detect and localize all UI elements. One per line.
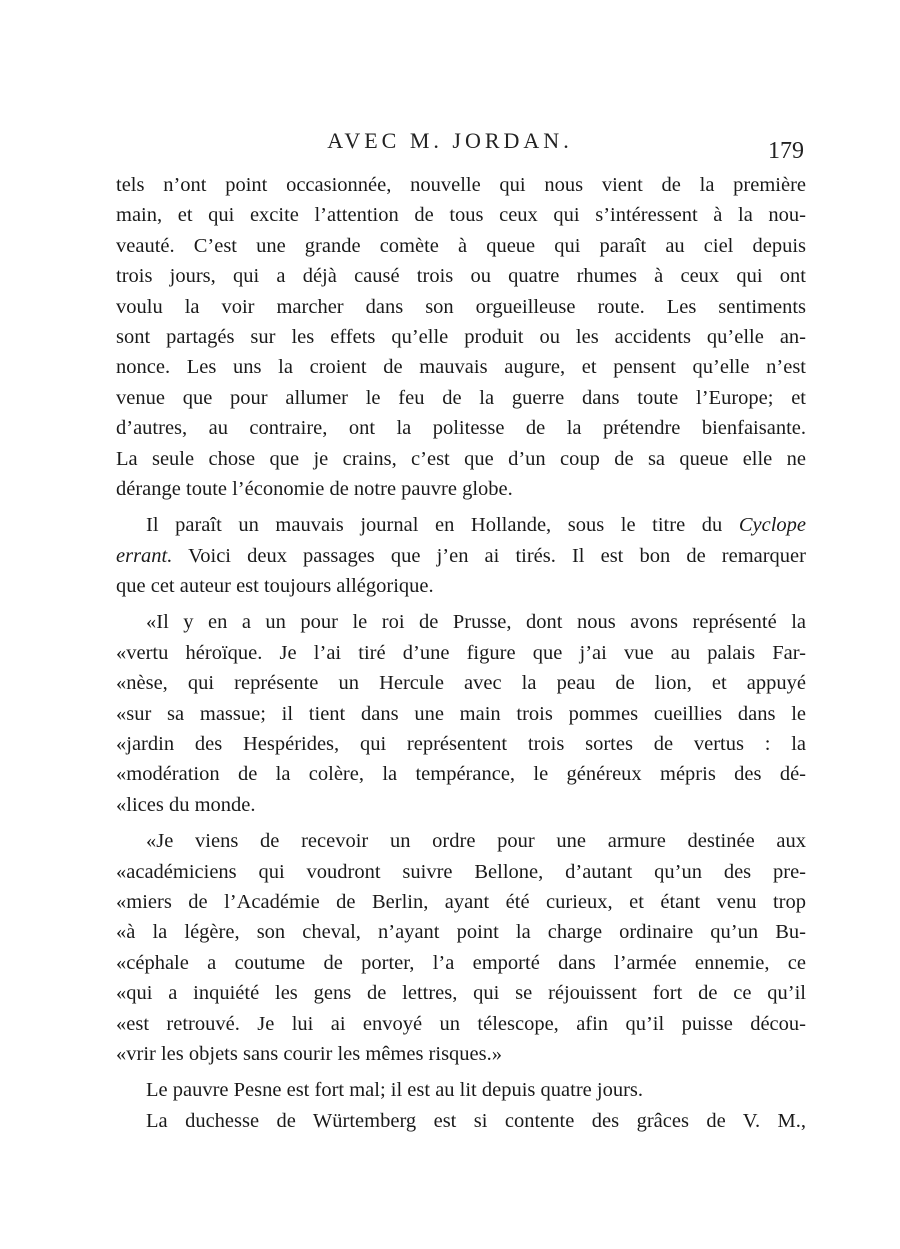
text-line: «sur sa massue; il tient dans une main trois pommes cueillies dans le xyxy=(116,702,806,725)
text-run: Il paraît un mauvais journal en Hollande, sous le titre du xyxy=(146,514,739,537)
text-line: «Il y en a un pour le roi de Prusse, dont nous avons représenté la xyxy=(146,611,806,634)
text-line: «jardin des Hespérides, qui représentent trois sortes de vertus : la xyxy=(116,733,806,756)
quote-hercule xyxy=(116,607,806,820)
text-line: venue que pour allumer le feu de la guerre dans toute l’Europe; et xyxy=(116,386,806,409)
quote-armure xyxy=(116,826,806,1069)
text-line: d’autres, au contraire, ont la politesse de la prétendre bienfaisante. xyxy=(116,417,806,440)
text-line: La seule chose que je crains, c’est que d’un coup de sa queue elle ne xyxy=(116,447,806,470)
text-line: «céphale a coutume de porter, l’a emporté dans l’armée ennemie, ce xyxy=(116,951,806,974)
text-line: «vertu héroïque. Je l’ai tiré d’une figure que j’ai vue au palais Far- xyxy=(116,641,806,664)
text-line: sont partagés sur les effets qu’elle produit ou les accidents qu’elle an- xyxy=(116,325,806,348)
text-run: Voici deux passages que j’en ai tirés. Il est bon de remarquer xyxy=(172,544,806,567)
italic-title: errant. xyxy=(116,544,173,567)
text-line: «lices du monde. xyxy=(116,793,256,816)
text-line: «académiciens qui voudront suivre Bellone, d’autant qu’un des pre- xyxy=(116,860,806,883)
text-line xyxy=(116,541,806,571)
italic-title: Cyclope xyxy=(738,514,806,537)
text-line: La duchesse de Würtemberg est si contente des grâces de V. M., xyxy=(146,1109,806,1132)
text-line: «vrir les objets sans courir les mêmes risques.» xyxy=(116,1042,503,1065)
body-text xyxy=(116,170,806,1136)
text-line: Le pauvre Pesne est fort mal; il est au lit depuis quatre jours. xyxy=(146,1079,643,1102)
text-line: main, et qui excite l’attention de tous ceux qui s’intéressent à la nou- xyxy=(116,204,806,227)
text-line: «qui a inquiété les gens de lettres, qui se réjouissent fort de ce qu’il xyxy=(116,982,806,1005)
text-line: «nèse, qui représente un Hercule avec la peau de lion, et appuyé xyxy=(116,672,806,695)
text-line: «est retrouvé. Je lui ai envoyé un télescope, afin qu’il puisse décou- xyxy=(116,1012,806,1035)
text-line: dérange toute l’économie de notre pauvre globe. xyxy=(116,477,513,500)
text-line: que cet auteur est toujours allégorique. xyxy=(116,575,434,598)
paragraph-comet xyxy=(116,170,806,504)
paragraph-pesne xyxy=(116,1075,806,1105)
paragraph-duchesse xyxy=(116,1106,806,1136)
text-line: nonce. Les uns la croient de mauvais augure, et pensent qu’elle n’est xyxy=(116,356,806,379)
text-line: «miers de l’Académie de Berlin, ayant été curieux, et étant venu trop xyxy=(116,890,806,913)
running-title: AVEC M. JORDAN. xyxy=(327,128,573,153)
text-line: veauté. C’est une grande comète à queue qui paraît au ciel depuis xyxy=(116,234,806,257)
text-line: «Je viens de recevoir un ordre pour une armure destinée aux xyxy=(146,830,806,853)
page-number: 179 xyxy=(768,138,804,164)
text-line: «à la légère, son cheval, n’ayant point la charge ordinaire qu’un Bu- xyxy=(116,921,806,944)
text-line: «modération de la colère, la tempérance, le généreux mépris des dé- xyxy=(116,763,806,786)
text-line: voulu la voir marcher dans son orgueilleuse route. Les sentiments xyxy=(116,295,806,318)
text-line: trois jours, qui a déjà causé trois ou quatre rhumes à ceux qui ont xyxy=(116,265,806,288)
text-line: tels n’ont point occasionnée, nouvelle qui nous vient de la première xyxy=(116,174,806,196)
paragraph-journal xyxy=(116,510,806,601)
text-line xyxy=(116,510,806,540)
